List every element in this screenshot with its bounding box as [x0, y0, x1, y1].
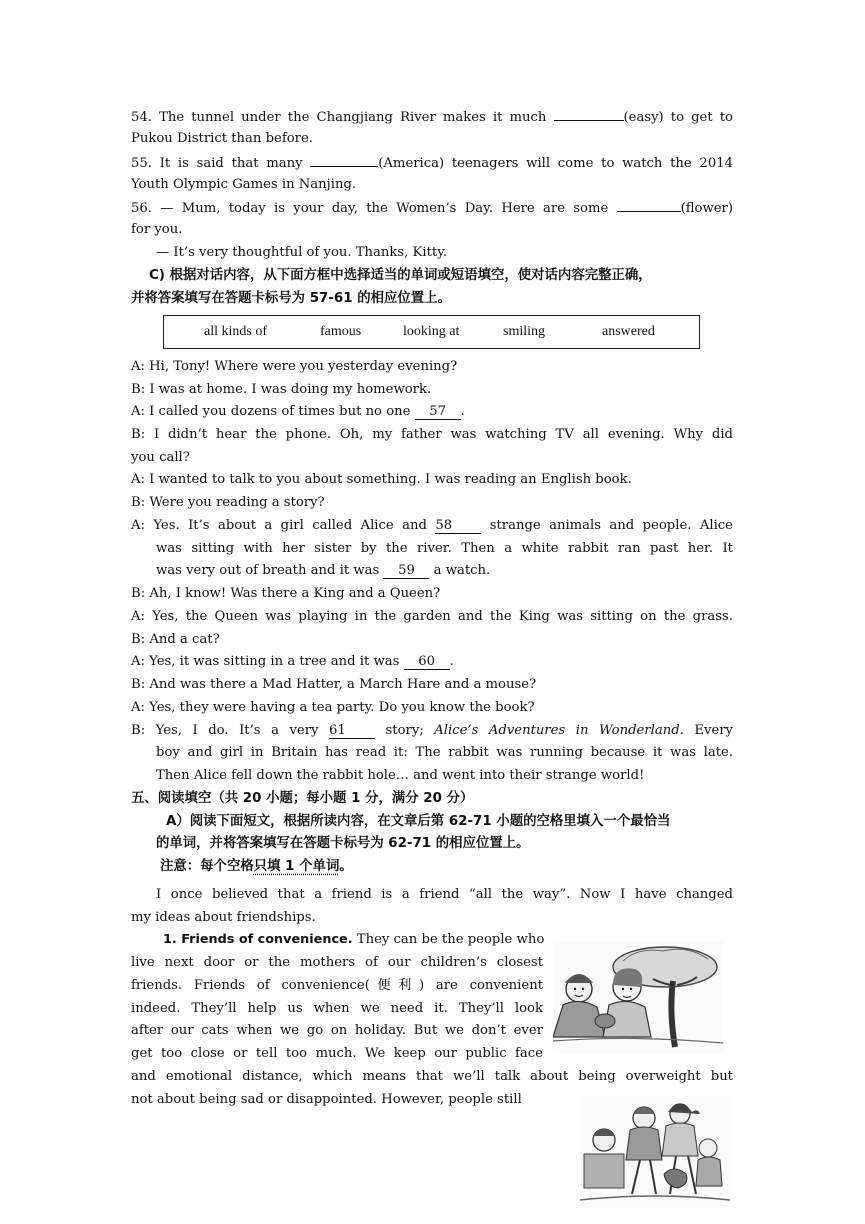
dialogue-line: A: I called you dozens of times but no one 57 .: [131, 404, 465, 419]
subheading-friends-of-convenience: 1. Friends of convenience.: [163, 932, 353, 947]
passage-line: not about being sad or disappointed. However, people still: [131, 1092, 522, 1107]
q54-blank[interactable]: [554, 107, 624, 121]
dialogue-line: B: I was at home. I was doing my homework.: [131, 382, 432, 397]
partC-instruction-2: 并将答案填写在答题卡标号为 57-61 的相应位置上。: [131, 291, 451, 306]
illustration-friends-group: [580, 1096, 730, 1208]
passage-line: I once believed that a friend is a friend “all the way”. Now I have changed: [156, 887, 733, 902]
q56-line2: for you.: [131, 222, 183, 237]
passage-line: my ideas about friendships.: [131, 910, 316, 925]
blank-59[interactable]: 59: [383, 564, 429, 579]
dialogue-line: A: Yes, it was sitting in a tree and it was 60 .: [131, 654, 454, 669]
word-option: answered: [602, 324, 655, 339]
q56-line1: 56. — Mum, today is your day, the Women’s Day. Here are some (flower): [131, 198, 733, 218]
passage-line: friends. Friends of convenience(便利) are convenient: [131, 978, 543, 993]
dialogue-line: A: Hi, Tony! Where were you yesterday evening?: [131, 359, 458, 374]
dialogue-line: B: Yes, I do. It’s a very 61 story; Alice’s Adventures in Wonderland. Every: [131, 723, 733, 738]
illustration-friends-chatting: [553, 941, 723, 1053]
section5-instruction-2: 的单词，并将答案填写在答题卡标号为 62-71 的相应位置上。: [156, 836, 530, 851]
dialogue-line: Then Alice fell down the rabbit hole… and went into their strange world!: [156, 768, 645, 783]
blank-60[interactable]: 60: [404, 655, 450, 670]
partC-instruction-1: C) 根据对话内容，从下面方框中选择适当的单词或短语填空，使对话内容完整正确，: [149, 268, 652, 283]
dialogue-line: A: Yes, they were having a tea party. Do you know the book?: [131, 700, 535, 715]
dialogue-line: A: Yes, the Queen was playing in the garden and the King was sitting on the grass.: [131, 609, 733, 624]
passage-line: live next door or the mothers of our children’s closest: [131, 955, 543, 970]
dialogue-line: was very out of breath and it was 59 a watch.: [156, 563, 491, 578]
word-option: famous: [320, 324, 362, 339]
dialogue-line: B: Were you reading a story?: [131, 495, 325, 510]
section5-note: 注意：每个空格只填 1 个单词。: [160, 859, 353, 874]
q55-line2: Youth Olympic Games in Nanjing.: [131, 177, 357, 192]
dialogue-line: you call?: [131, 450, 190, 465]
section5-instruction-1: A）阅读下面短文，根据所读内容，在文章后第 62-71 小题的空格里填入一个最恰当: [166, 814, 671, 829]
blank-58[interactable]: 58: [435, 519, 481, 534]
blank-61[interactable]: 61: [329, 724, 375, 739]
word-option: all kinds of: [204, 324, 267, 339]
dialogue-line: was sitting with her sister by the river. Then a white rabbit ran past her. It: [156, 541, 733, 556]
dialogue-line: A: I wanted to talk to you about something. I was reading an English book.: [131, 472, 632, 487]
book-title: Alice’s Adventures in Wonderland.: [434, 723, 684, 738]
dialogue-line: B: And was there a Mad Hatter, a March Hare and a mouse?: [131, 677, 537, 692]
passage-line: 1. Friends of convenience. They can be the people who: [163, 932, 545, 947]
q55-blank[interactable]: [310, 153, 378, 167]
passage-line: after our cats when we go on holiday. But we don’t ever: [131, 1023, 543, 1038]
q56-blank[interactable]: [617, 198, 681, 212]
q56-line3: — It’s very thoughtful of you. Thanks, Kitty.: [156, 245, 448, 260]
q54-line2: Pukou District than before.: [131, 131, 313, 146]
dialogue-line: B: I didn’t hear the phone. Oh, my father was watching TV all evening. Why did: [131, 427, 733, 442]
q54-line1: 54. The tunnel under the Changjiang River makes it much (easy) to get to: [131, 107, 733, 127]
word-box: [163, 315, 700, 349]
passage-line: get too close or tell too much. We keep our public face: [131, 1046, 543, 1061]
passage-line: and emotional distance, which means that we’ll talk about being overweight but: [131, 1069, 733, 1084]
blank-57[interactable]: 57: [415, 405, 461, 420]
word-option: smiling: [503, 324, 546, 339]
dialogue-line: boy and girl in Britain has read it: The rabbit was running because it was late.: [156, 745, 733, 760]
dialogue-line: B: Ah, I know! Was there a King and a Queen?: [131, 586, 441, 601]
word-option: looking at: [403, 324, 460, 339]
q55-line1: 55. It is said that many (America) teenagers will come to watch the 2014: [131, 153, 733, 173]
dialogue-line: B: And a cat?: [131, 632, 220, 647]
passage-line: indeed. They’ll help us when we need it. They’ll look: [131, 1001, 543, 1016]
dialogue-line: A: Yes. It’s about a girl called Alice and 58 strange animals and people. Alice: [131, 518, 733, 533]
section5-heading: 五、阅读填空（共 20 小题；每小题 1 分，满分 20 分）: [131, 791, 474, 806]
